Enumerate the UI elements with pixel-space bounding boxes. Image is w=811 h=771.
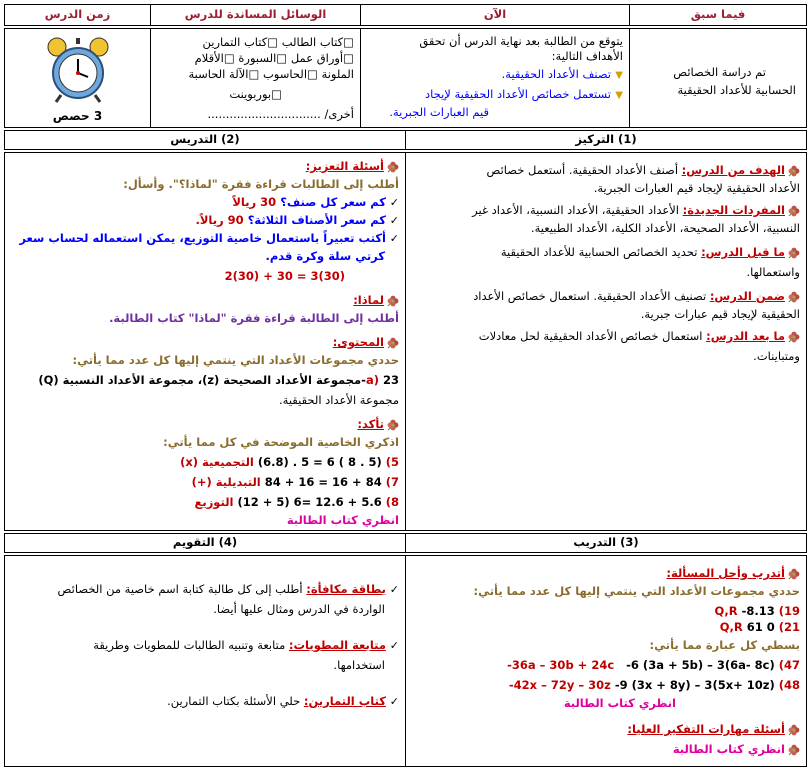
reinforce-q2 (195, 213, 399, 228)
exercises-text: حلي الأسئلة بكتاب التمارين. (167, 694, 301, 708)
p19-expr: -8.13 (741, 604, 775, 618)
before-line-2: الحسابية للأعداد الحقيقية (677, 83, 796, 97)
p19-num: (19 (778, 604, 800, 618)
aids-line-3: الملونة □الحاسوب □الآلة الحاسبة (188, 67, 354, 81)
c7-num: 7) (385, 475, 399, 489)
practice-48 (509, 678, 800, 693)
within-text-1: تصنيف الأعداد الحقيقية. استعمال خصائص الأعداد (473, 289, 707, 303)
check-icon: ✓ (389, 232, 399, 245)
c5-expr: (6.8) . 5 = 6 ( 8 . 5) (257, 455, 382, 469)
c8-num: 8) (385, 495, 399, 509)
aids-line-5: أخرى/ ............................... (207, 107, 354, 121)
q1-text: كم سعر كل صنف؟ (280, 195, 386, 209)
c8-expr: (12 + 5) 6= 12.6 + 5.6 (237, 495, 382, 509)
flower-icon (788, 331, 800, 343)
p48-answer: -42x – 72y – 30z (508, 678, 611, 692)
header-now (360, 4, 630, 26)
flower-icon (788, 165, 800, 177)
now-goal-1-text: تصنف الأعداد الحقيقية. (501, 67, 611, 81)
flower-icon (788, 724, 800, 736)
p21-num: (21 (778, 620, 800, 634)
c5-num: 5) (385, 455, 399, 469)
before-lesson-label: ما قبل الدرس: (701, 245, 785, 259)
check-label: تأكد: (357, 417, 384, 431)
vocab-text-2: النسبية، الأعداد الصحيحة، الأعداد الكلية، الأعداد الطبيعية. (530, 221, 800, 235)
a2-text: 90 ريالاً. (195, 213, 244, 227)
exercises-item (167, 694, 399, 709)
exercises-label: كتاب التمارين: (303, 694, 386, 708)
practice-intro: حددي مجموعات الأعداد التي ينتمي إليها كل عدد مما يأتي: (473, 584, 800, 598)
practice-19 (715, 604, 800, 619)
header-aids (150, 4, 361, 26)
folds-text-1: متابعة وتنبيه الطالبات للمطويات وطريقة (93, 638, 286, 652)
now-intro-1: يتوقع من الطالبة بعد نهاية الدرس أن تحقق (419, 34, 623, 48)
focus-vocab (472, 203, 800, 218)
flower-icon (387, 161, 399, 173)
p47-expr: -6 (3a + 5b) – 3(6a- 8c) (626, 658, 775, 672)
content-label: المحتوى: (332, 335, 384, 349)
reinforce-q1 (232, 195, 399, 210)
time-label: زمن الدرس (44, 7, 111, 21)
after-text-1: استعمال خصائص الأعداد الحقيقية لحل معادلات (478, 329, 703, 343)
p21-answer: Q,R (719, 620, 743, 634)
reward-text-1: أطلب إلى كل طالبة كتابة اسم خاصية من الخصائص (57, 582, 303, 596)
check-item-8 (195, 495, 399, 510)
check-item-5 (180, 455, 399, 470)
flower-icon (788, 568, 800, 580)
flower-icon (788, 205, 800, 217)
aids-line-4: □بوربوينت (229, 87, 282, 101)
teaching-title (4, 130, 406, 150)
folds-item (93, 638, 399, 653)
why-heading (353, 293, 399, 308)
higher-text: انظري كتاب الطالبة (672, 742, 785, 756)
check-intro: اذكري الخاصية الموضحة في كل مما يأتي: (163, 435, 399, 449)
now-cell (360, 28, 630, 128)
flower-icon (387, 295, 399, 307)
check-icon: ✓ (389, 639, 399, 652)
higher-label: أسئلة مهارات التفكير العليا: (627, 722, 785, 736)
time-cell (4, 28, 151, 128)
now-goal-2 (425, 87, 623, 103)
higher-item (673, 742, 800, 757)
reward-item (58, 582, 399, 597)
focus-title (405, 130, 807, 150)
evaluation-title-text: (4) التقويم (172, 535, 238, 549)
p48-num: (48 (778, 678, 800, 692)
check-icon: ✓ (389, 196, 399, 209)
reward-text-2: الواردة في الدرس ومثال عليها أيضا. (213, 602, 385, 616)
content-a-text-2: مجموعة الأعداد الحقيقية. (279, 393, 399, 407)
reward-label: بطاقة مكافأة: (306, 582, 386, 596)
a3-text: 2(30) + 30 = 3(30) (224, 269, 345, 283)
teaching-title-text: (2) التدريس (170, 132, 240, 146)
p47-num: (47 (778, 658, 800, 672)
practice-label: أتدرب وأحل المسألة: (666, 566, 785, 580)
header-time (4, 4, 151, 26)
p47-answer: -36a – 30b + 24c (507, 658, 615, 672)
p48-expr: -9 (3x + 8y) – 3(5x+ 10z) (614, 678, 775, 692)
now-label: الآن (483, 7, 507, 21)
evaluation-title (4, 533, 406, 553)
before-cell (629, 28, 807, 128)
now-intro-2: الأهداف التالية: (551, 49, 623, 63)
vocab-text-1: الأعداد الحقيقية، الأعداد النسبية، الأعداد غير (472, 203, 679, 217)
teaching-cell (4, 152, 406, 531)
teaching-see-book: انظري كتاب الطالبة (286, 513, 399, 527)
before-text-2: واستعمالها. (746, 265, 800, 279)
training-title (405, 533, 807, 553)
q3-text-2: كرتي سلة وكرة قدم. (265, 249, 385, 263)
training-see-book: انظري كتاب الطالبة (563, 696, 676, 710)
flower-icon (387, 337, 399, 349)
content-a (38, 373, 399, 388)
after-text-2: ومتباينات. (753, 349, 800, 363)
p19-answer: Q,R (714, 604, 738, 618)
content-intro: حددي مجموعات الأعداد التي ينتمي إليها كل عدد مما يأتي: (72, 353, 399, 367)
goal-text-2: الأعداد الحقيقية لإيجاد قيم العبارات الجبرية. (593, 181, 800, 195)
c5-name: التجميعية (x) (180, 455, 254, 469)
folds-text-2: استخدامها. (333, 658, 385, 672)
alarm-clock-icon (43, 35, 113, 105)
now-goal-2-text: تستعمل خصائص الأعداد الحقيقية لإيجاد (425, 87, 611, 101)
p21-expr: 61 0 (746, 620, 775, 634)
practice-21 (720, 620, 800, 635)
practice-47 (507, 658, 800, 673)
goal-label: الهدف من الدرس: (681, 163, 785, 177)
now-goal-3: قيم العبارات الجبرية. (389, 105, 489, 119)
check-icon: ✓ (389, 695, 399, 708)
why-text: أطلب إلى الطالبة قراءة فقرة "لماذا" كتاب الطالبة. (109, 311, 399, 325)
flower-icon (788, 744, 800, 756)
training-title-text: (3) التدريب (573, 535, 639, 549)
focus-within (473, 289, 800, 304)
reinforce-q3 (19, 231, 399, 246)
reinforce-intro: أطلب إلى الطالبات قراءة فقرة "لماذا؟". وأسأل: (123, 177, 399, 191)
c7-name: التبديلية (+) (191, 475, 261, 489)
before-label: فيما سبق (690, 7, 746, 21)
aids-label: الوسائل المساندة للدرس (184, 7, 327, 21)
why-label: لماذا: (353, 293, 384, 307)
flower-icon (387, 419, 399, 431)
training-cell (405, 555, 807, 767)
aids-line-1: □كتاب الطالب □كتاب التمارين (202, 35, 354, 49)
before-text-1: تحديد الخصائص الحسابية للأعداد الحقيقية (500, 245, 698, 259)
header-before (629, 4, 807, 26)
flower-icon (788, 247, 800, 259)
focus-goal (486, 163, 800, 178)
goal-text-1: أصنف الأعداد الحقيقية. أستعمل خصائص (486, 163, 679, 177)
folds-label: متابعة المطويات: (288, 638, 386, 652)
reinforce-label: أسئلة التعزيز: (305, 159, 384, 173)
reinforce-heading (306, 159, 399, 174)
aids-cell (150, 28, 361, 128)
now-goal-1 (502, 67, 623, 83)
after-label: ما بعد الدرس: (706, 329, 785, 343)
arrow-bullet-icon: ▼ (615, 70, 623, 81)
focus-cell (405, 152, 807, 531)
focus-before (501, 245, 800, 260)
check-icon: ✓ (389, 214, 399, 227)
check-item-7 (192, 475, 399, 490)
focus-title-text: (1) التركيز (575, 132, 637, 146)
evaluation-cell (4, 555, 406, 767)
vocab-label: المفردات الجديدة: (682, 203, 785, 217)
practice-heading (666, 566, 800, 581)
content-a-text-1: 23-مجموعة الأعداد الصحيحة (z)، مجموعة الأعداد النسبية (Q) (38, 373, 399, 387)
content-a-num: a) (365, 373, 379, 387)
check-heading (357, 417, 399, 432)
q2-text: كم سعر الأصناف الثلاثة؟ (247, 213, 386, 227)
duration-text: 3 حصص (52, 109, 103, 123)
content-heading (333, 335, 399, 350)
simplify-intro: بسطي كل عبارة مما يأتي: (649, 638, 800, 652)
aids-line-2: □أوراق عمل □السبورة □الأقلام (194, 51, 354, 65)
within-label: ضمن الدرس: (709, 289, 785, 303)
flower-icon (788, 291, 800, 303)
c8-name: التوزيع (194, 495, 234, 509)
arrow-bullet-icon: ▼ (615, 90, 623, 101)
c7-expr: 84 + 16 = 16 + 84 (264, 475, 382, 489)
a1-text: 30 ريالاً (232, 195, 277, 209)
check-icon: ✓ (389, 583, 399, 596)
before-line-1: تم دراسة الخصائص (673, 65, 766, 79)
higher-heading (627, 722, 800, 737)
q3-text-1: أكتب تعبيراً باستعمال خاصية التوزيع، يمكن استعماله لحساب سعر (19, 231, 386, 245)
focus-after (479, 329, 800, 344)
within-text-2: الحقيقية لإيجاد قيم عبارات جبرية. (640, 307, 800, 321)
